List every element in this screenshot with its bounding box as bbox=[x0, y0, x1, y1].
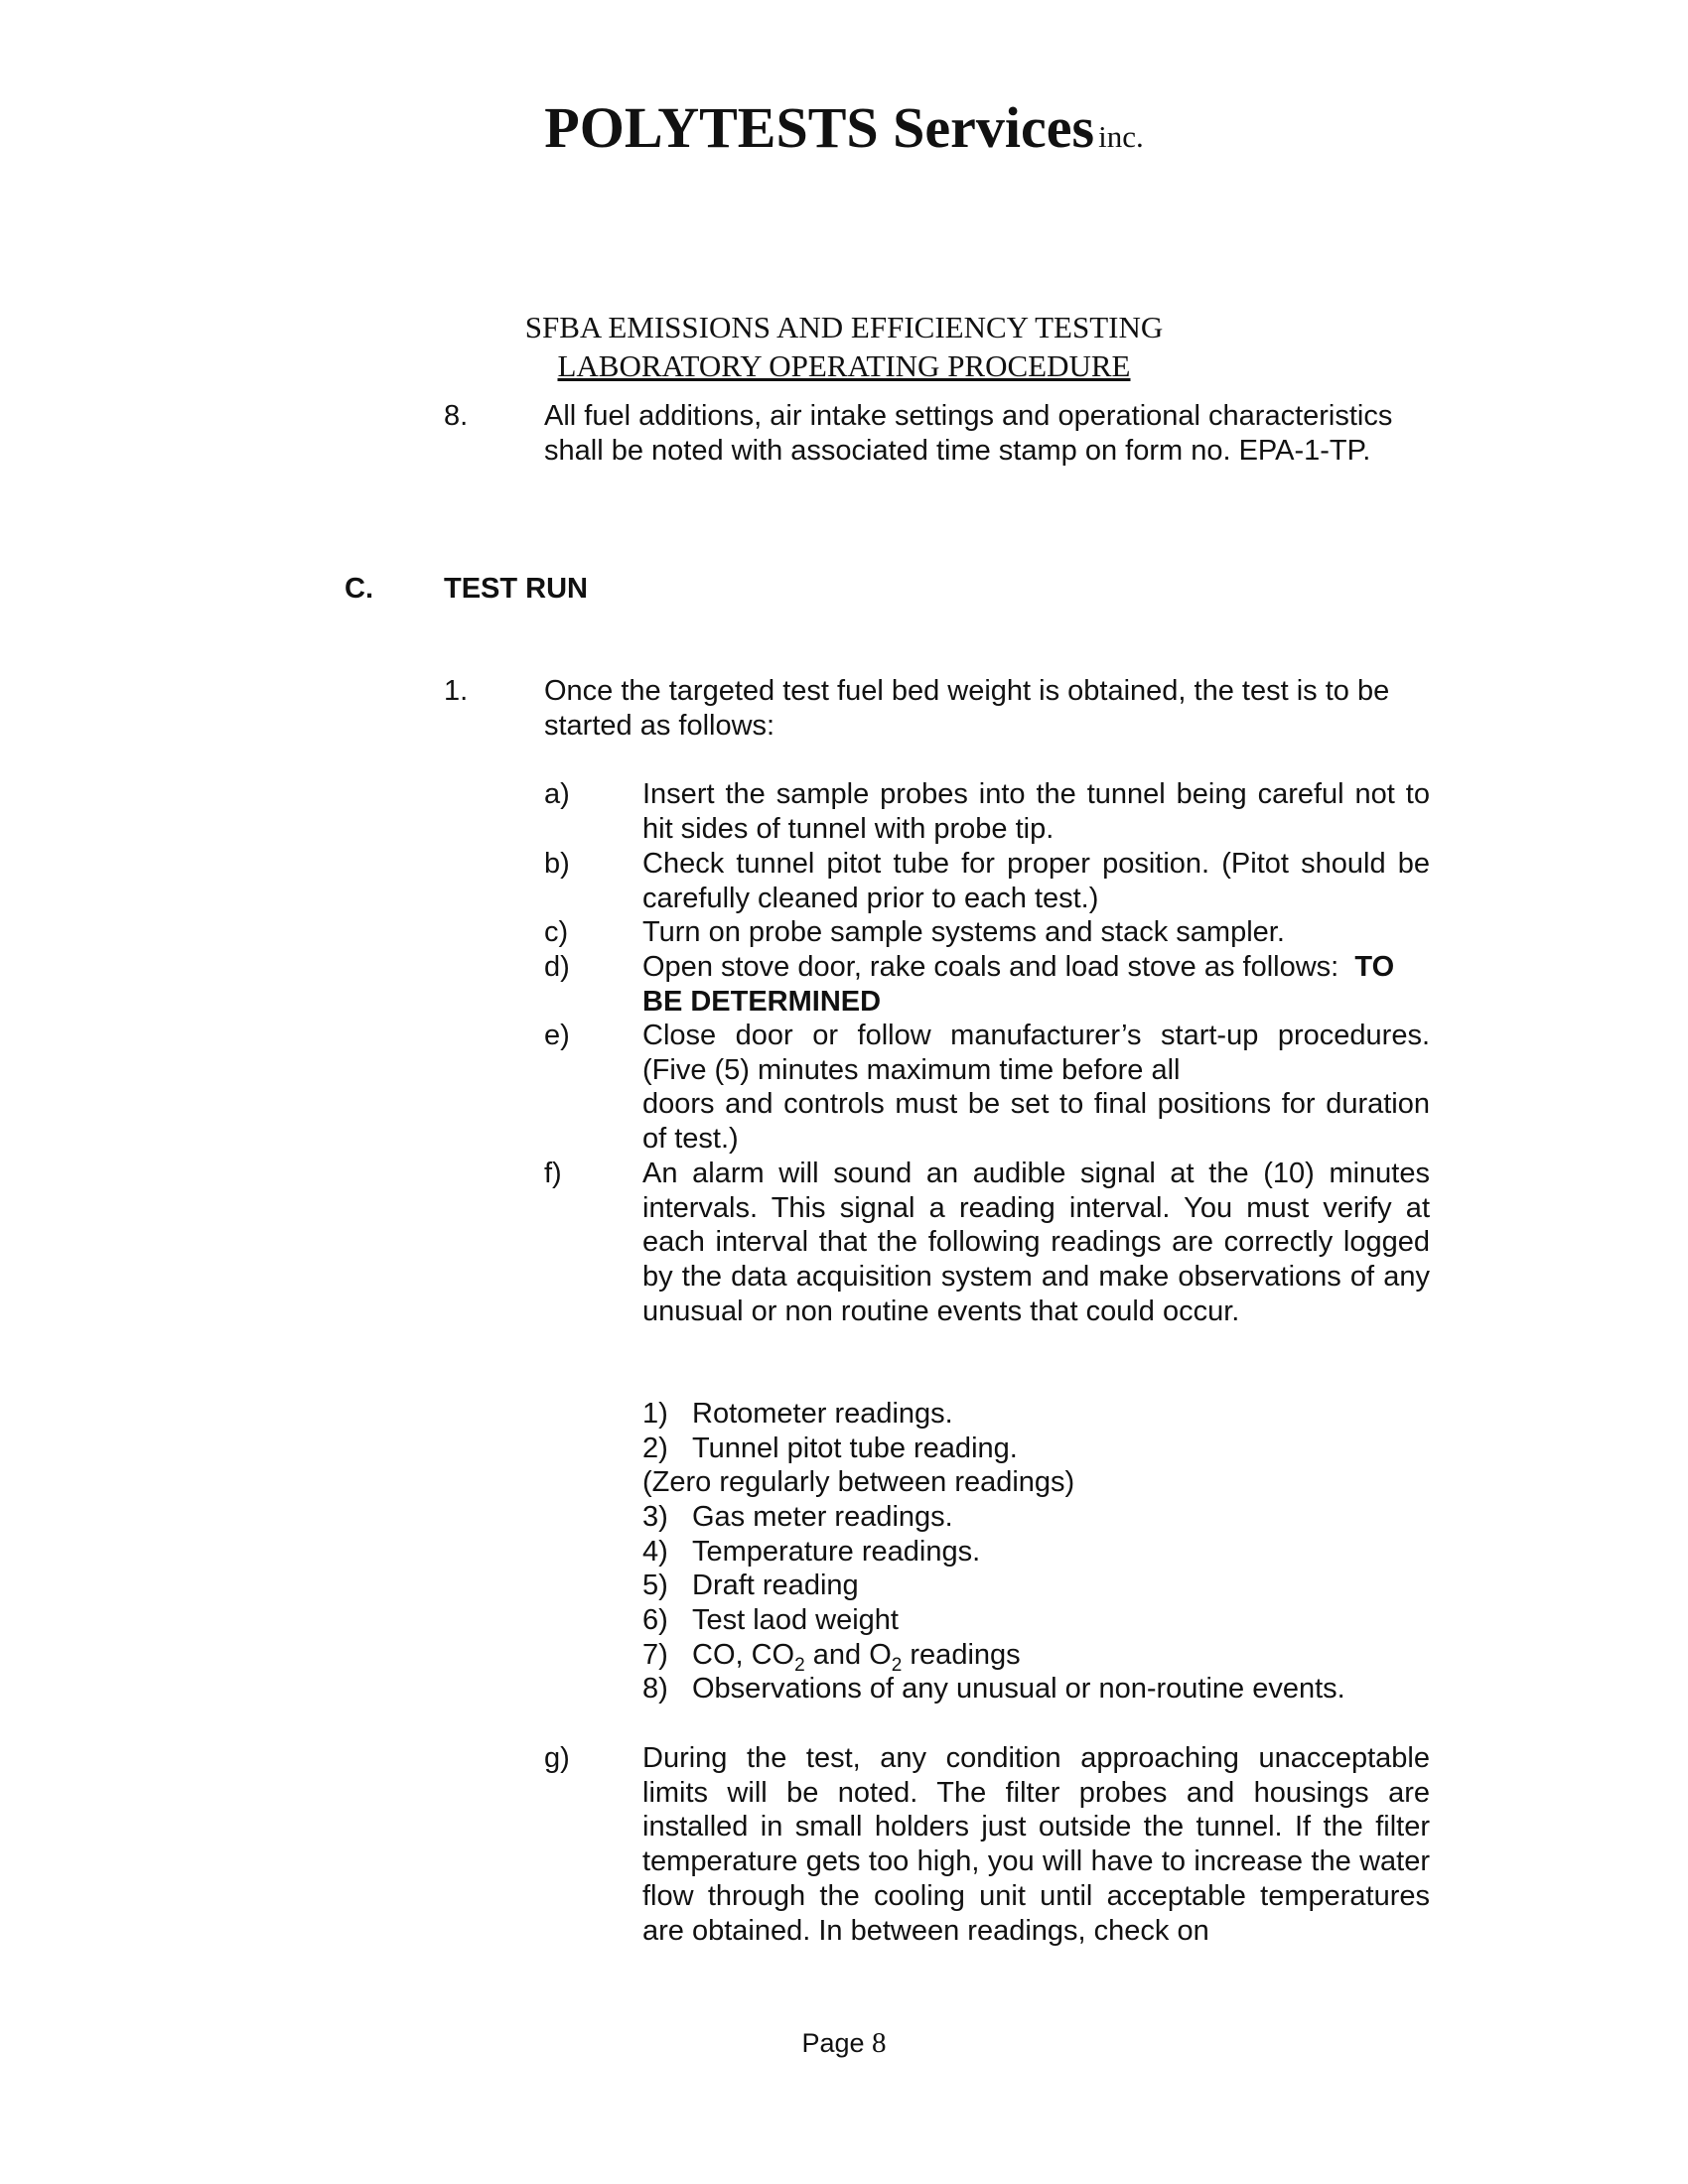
step-g-text: During the test, any condition approaching unacceptable limits will be noted. The filter probes and housings are installed in small holders just outside the tunnel. If the filter temperature gets too high, you will have to increase the water flow through the cooling unit until acceptable temperatures are obtained. In between readings, check on bbox=[642, 1742, 1430, 1947]
reading-8-number: 8) bbox=[642, 1673, 668, 1705]
page-footer bbox=[0, 2027, 1688, 2060]
section-title: TEST RUN bbox=[444, 573, 588, 605]
reading-7-sub-1: 2 bbox=[794, 1654, 805, 1676]
reading-4-text: Temperature readings. bbox=[692, 1536, 981, 1568]
document-subtitle bbox=[0, 347, 1688, 385]
item-8-text: All fuel additions, air intake settings and operational characteristics shall be noted with associated time stamp on form no. EPA-1-TP. bbox=[544, 400, 1393, 467]
reading-6-text: Test laod weight bbox=[692, 1604, 899, 1636]
page-label: Page bbox=[801, 2028, 865, 2058]
document-subtitle-text: LABORATORY OPERATING PROCEDURE bbox=[557, 348, 1131, 383]
step-d-main: Open stove door, rake coals and load stove as follows: bbox=[642, 951, 1339, 983]
reading-1-number: 1) bbox=[642, 1398, 668, 1430]
step-e-text-2: doors and controls must be set to final positions for duration of test.) bbox=[642, 1088, 1430, 1155]
reading-7-text bbox=[692, 1638, 1427, 1676]
step-c-label: c) bbox=[544, 916, 569, 948]
reading-2-number: 2) bbox=[642, 1433, 668, 1464]
reading-7-part-c: readings bbox=[902, 1639, 1021, 1671]
step-g-label: g) bbox=[544, 1742, 570, 1774]
step-d-label: d) bbox=[544, 951, 570, 983]
step-b-text: Check tunnel pitot tube for proper position. (Pitot should be carefully cleaned prior to each test.) bbox=[642, 848, 1430, 914]
section-letter: C. bbox=[345, 573, 373, 605]
reading-7-number: 7) bbox=[642, 1639, 668, 1671]
step-a-text: Insert the sample probes into the tunnel being careful not to hit sides of tunnel with probe tip. bbox=[642, 778, 1430, 845]
reading-6-number: 6) bbox=[642, 1604, 668, 1636]
step-e-text-1: Close door or follow manufacturer’s start-up procedures. (Five (5) minutes maximum time before all bbox=[642, 1020, 1430, 1086]
reading-4-number: 4) bbox=[642, 1536, 668, 1568]
step-e-label: e) bbox=[544, 1020, 570, 1051]
document-title: SFBA EMISSIONS AND EFFICIENCY TESTING bbox=[524, 310, 1164, 344]
reading-2-note: (Zero regularly between readings) bbox=[642, 1466, 1075, 1498]
step-d-bold: TO BE DETERMINED bbox=[642, 951, 1395, 1018]
step-f-label: f) bbox=[544, 1158, 562, 1189]
company-title: POLYTESTS Services bbox=[544, 95, 1095, 160]
item-8-number: 8. bbox=[444, 400, 469, 432]
step-a-label: a) bbox=[544, 778, 570, 810]
reading-7-part-b: and O bbox=[804, 1639, 892, 1671]
reading-8-text: Observations of any unusual or non-routine events. bbox=[692, 1673, 1345, 1705]
reading-7-sub-2: 2 bbox=[891, 1654, 903, 1676]
step-b-label: b) bbox=[544, 848, 570, 880]
item-1-number: 1. bbox=[444, 675, 469, 707]
reading-5-text: Draft reading bbox=[692, 1570, 859, 1601]
step-c-text: Turn on probe sample systems and stack sampler. bbox=[642, 916, 1285, 948]
company-name bbox=[0, 94, 1688, 161]
reading-1-text: Rotometer readings. bbox=[692, 1398, 953, 1430]
item-1-text: Once the targeted test fuel bed weight is obtained, the test is to be started as follows: bbox=[544, 675, 1390, 742]
step-f-text: An alarm will sound an audible signal at the (10) minutes intervals. This signal a reading interval. You must verify at each interval that the following readings are correctly logged by the data acquisition system and make observations of any unusual or non routine events that could occur. bbox=[642, 1158, 1430, 1327]
reading-3-text: Gas meter readings. bbox=[692, 1501, 953, 1533]
reading-2-text: Tunnel pitot tube reading. bbox=[692, 1433, 1018, 1464]
reading-7-part-a: CO, CO bbox=[692, 1639, 795, 1671]
page-number: 8 bbox=[872, 2027, 887, 2059]
reading-3-number: 3) bbox=[642, 1501, 668, 1533]
step-d-text bbox=[642, 950, 1430, 1019]
company-suffix: inc. bbox=[1098, 119, 1144, 154]
reading-5-number: 5) bbox=[642, 1570, 668, 1601]
